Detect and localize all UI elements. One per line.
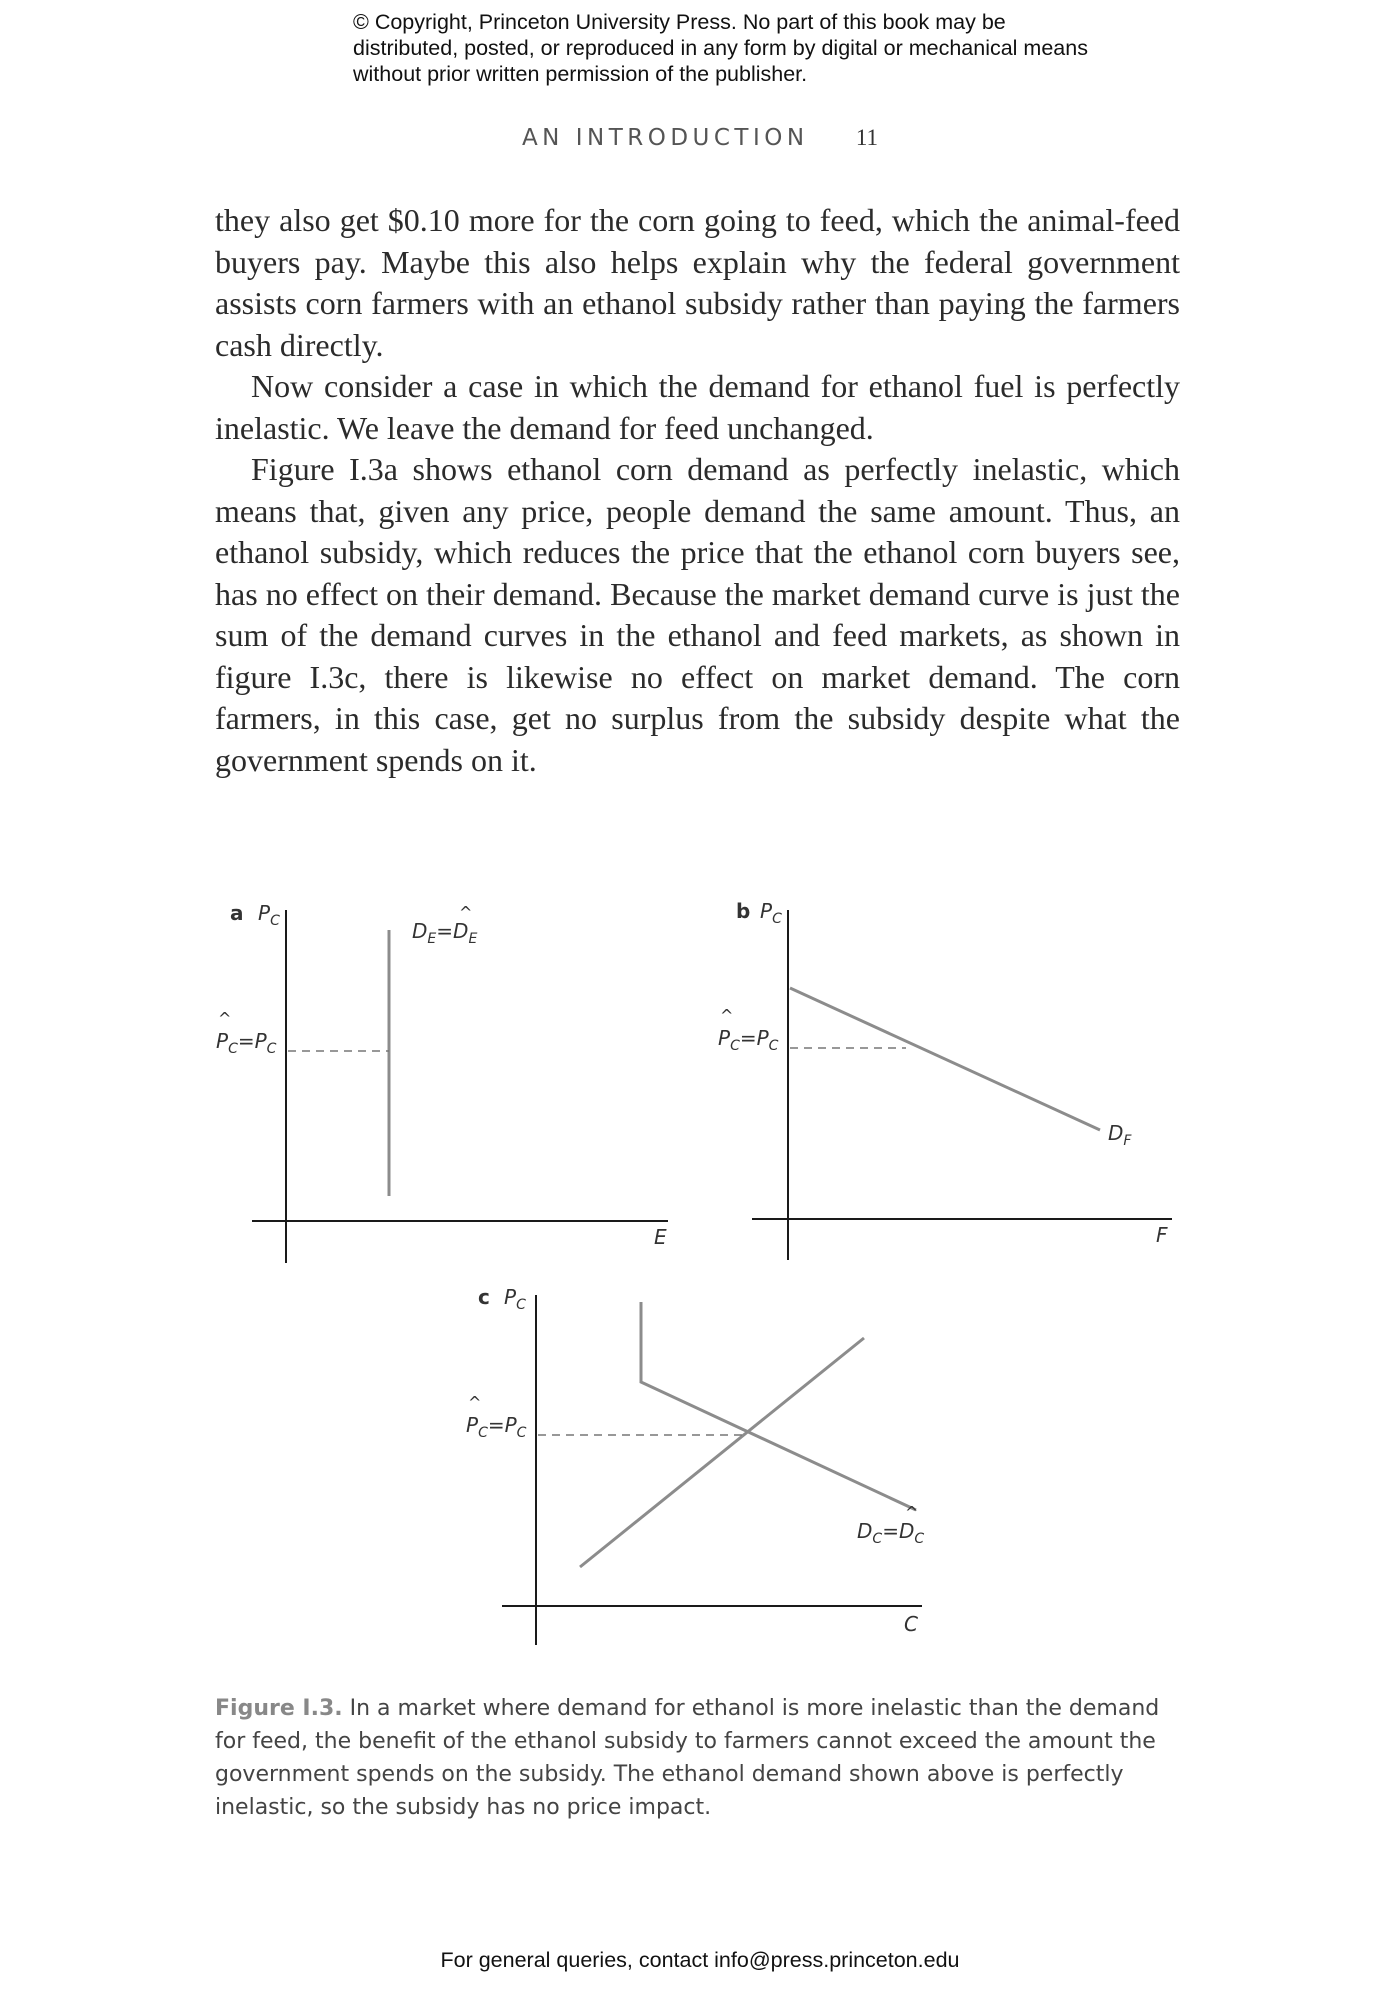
panel-c (466, 1285, 924, 1645)
hat-icon: ^ (218, 1009, 232, 1028)
panel-b (718, 899, 1172, 1260)
panel-b-demand-curve (790, 988, 1100, 1130)
panel-b-x-axis-label: F (1156, 1223, 1168, 1247)
panel-a-letter: a (230, 901, 244, 925)
hat-icon: ^ (720, 1006, 734, 1025)
paragraph: Now consider a case in which the demand for ethanol fuel is perfectly inelastic. We leave the demand for feed unchanged. (215, 368, 1180, 446)
panel-c-letter: c (478, 1285, 490, 1309)
panel-c-supply-curve (580, 1338, 864, 1567)
panel-c-x-axis-label: C (904, 1612, 918, 1636)
footer-contact: For general queries, contact info@press.princeton.edu (440, 1948, 960, 1972)
panel-c-price-label: $P_C=P_C$ (466, 1413, 527, 1441)
running-head (0, 125, 1400, 151)
panel-b-price-label: $P_C=P_C$ (718, 1026, 779, 1054)
figure-diagram (0, 880, 1400, 1660)
panel-c-y-axis-label: $P_C$ (504, 1285, 526, 1313)
panel-a-x-axis-label: E (654, 1225, 667, 1249)
hat-icon: ^ (459, 903, 473, 922)
caption-text: In a market where demand for ethanol is more inelastic than the demand for feed, the benefit of the ethanol subsidy to farmers cannot exceed the amount the government spends on the subsidy. The ethanol demand shown above is perfectly inelastic, so the subsidy has no price impact. (215, 1696, 1160, 1820)
panel-a-curve-label: $D_E=D_E$ (412, 919, 478, 947)
figure-i3 (0, 880, 1400, 1660)
paragraph: Figure I.3a shows ethanol corn demand as perfectly inelastic, which means that, given any price, people demand the same amount. Thus, an ethanol subsidy, which reduces the price that the ethanol corn buyers see, has no effect on their demand. Because the market demand curve is just the sum of the demand curves in the ethanol and feed markets, as shown in figure I.3c, there is likewise no effect on market demand. The corn farmers, in this case, get no surplus from the subsidy despite what the government spends on it. (215, 451, 1180, 778)
panel-a-y-axis-label: $P_C$ (258, 901, 280, 929)
hat-icon: ^ (905, 1503, 919, 1522)
caption-label: Figure I.3. (215, 1696, 343, 1721)
page-number: 11 (855, 125, 879, 150)
copyright-notice: © Copyright, Princeton University Press. No part of this book may be distributed, posted, or reproduced in any form by digital or mechanical means without prior written permission of the publisher. (353, 10, 1088, 86)
panel-b-letter: b (736, 899, 751, 923)
panel-b-curve-label: $D_F$ (1108, 1121, 1132, 1149)
running-title: AN INTRODUCTION (521, 125, 809, 151)
body-text (215, 200, 1180, 781)
panel-c-curve-label: $D_C=D_C$ (857, 1519, 925, 1547)
figure-caption (215, 1692, 1190, 1824)
panel-a-price-label: $P_C=P_C$ (216, 1029, 277, 1057)
paragraph: they also get $0.10 more for the corn going to feed, which the animal-feed buyers pay. Maybe this also helps explain why the federal government assists corn farmers with an ethanol subsidy rather than paying the farmers cash directly. (215, 202, 1180, 363)
hat-icon: ^ (468, 1393, 482, 1412)
panel-b-y-axis-label: $P_C$ (760, 899, 782, 927)
panel-a (216, 901, 668, 1263)
